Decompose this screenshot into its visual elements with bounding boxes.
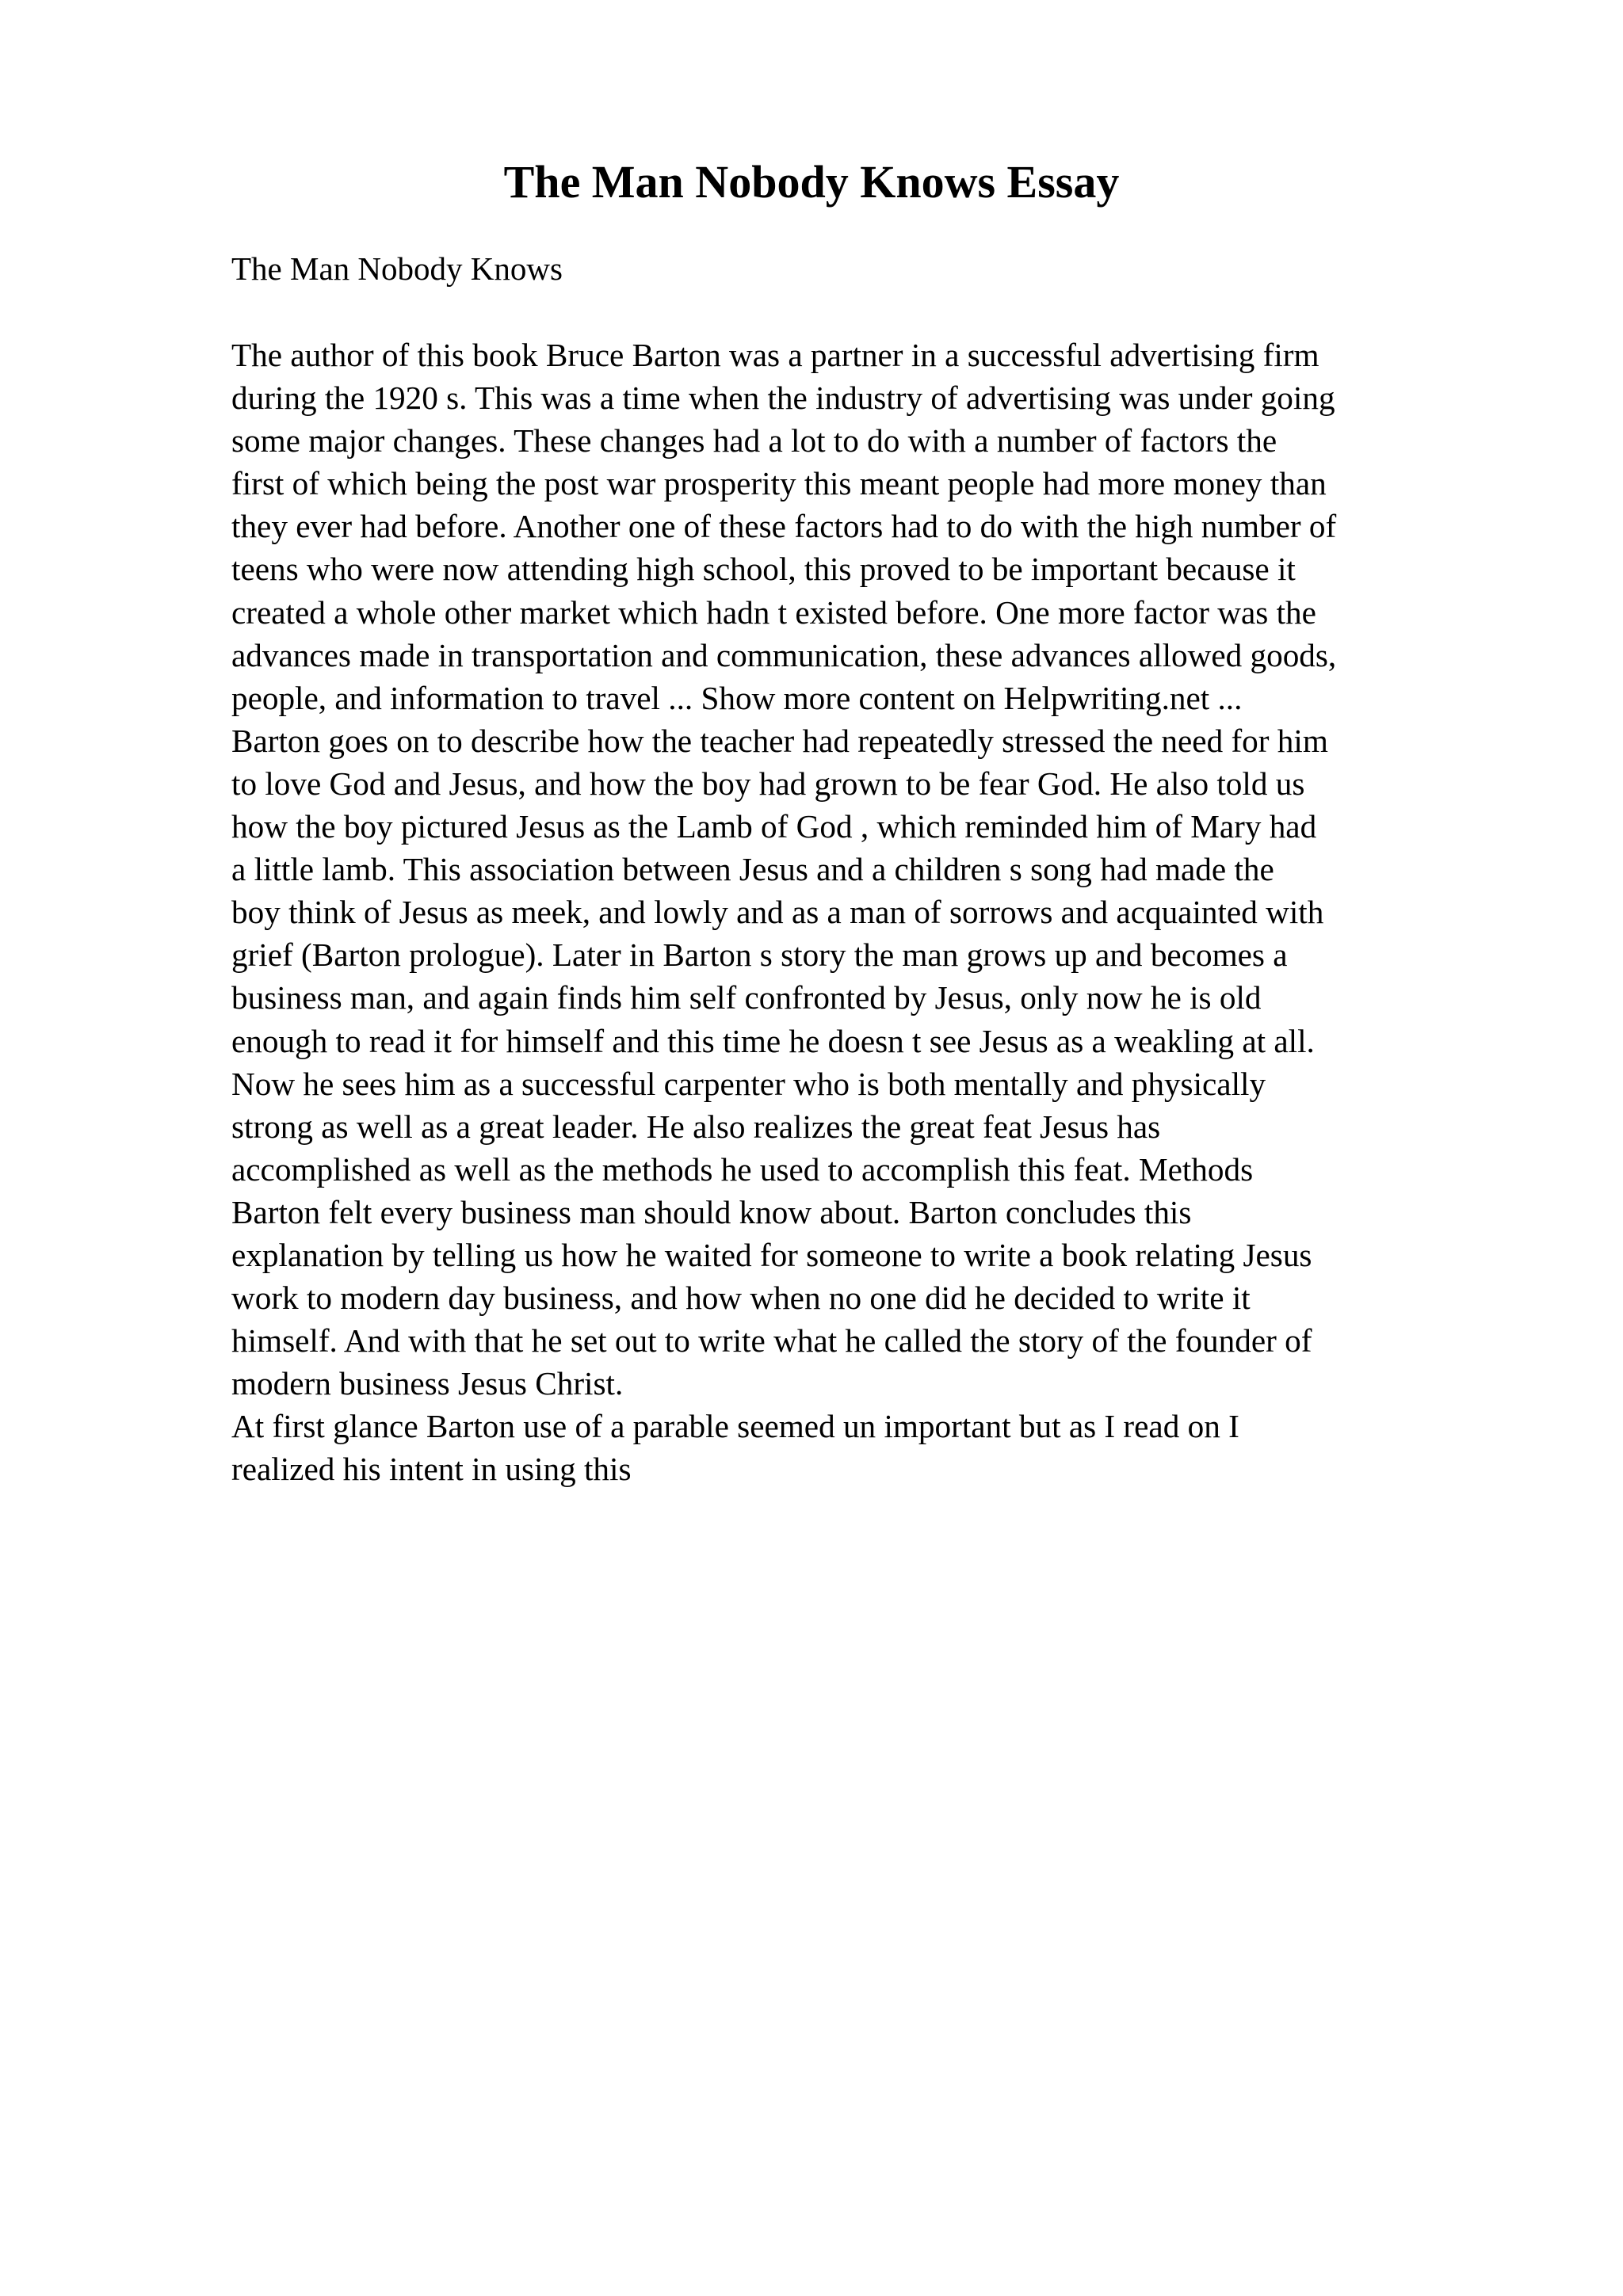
essay-line: during the 1920 s. This was a time when the industry of advertising was under going: [231, 379, 1335, 417]
essay-line: himself. And with that he set out to write what he called the story of the founder of: [231, 1322, 1312, 1360]
essay-line: a little lamb. This association between Jesus and a children s song had made the: [231, 851, 1274, 888]
essay-line: advances made in transportation and communication, these advances allowed goods,: [231, 636, 1337, 673]
essay-body: [231, 334, 1336, 1491]
essay-line: realized his intent in using this: [231, 1451, 632, 1488]
essay-line: some major changes. These changes had a lot to do with a number of factors the: [231, 422, 1277, 460]
essay-line: to love God and Jesus, and how the boy had grown to be fear God. He also told us: [231, 765, 1305, 802]
essay-line: teens who were now attending high school, this proved to be important because it: [231, 551, 1296, 588]
essay-line: work to modern day business, and how when no one did he decided to write it: [231, 1280, 1251, 1317]
essay-line: Barton felt every business man should know about. Barton concludes this: [231, 1193, 1192, 1230]
essay-line: boy think of Jesus as meek, and lowly and as a man of sorrows and acquainted with: [231, 894, 1324, 931]
essay-line: explanation by telling us how he waited for someone to write a book relating Jesus: [231, 1236, 1312, 1273]
essay-line: accomplished as well as the methods he used to accomplish this feat. Methods: [231, 1150, 1254, 1188]
essay-line: created a whole other market which hadn t existed before. One more factor was the: [231, 593, 1316, 631]
essay-line: they ever had before. Another one of these factors had to do with the high number of: [231, 508, 1337, 545]
essay-line: The author of this book Bruce Barton was a partner in a successful advertising firm: [231, 337, 1319, 373]
document-subtitle: The Man Nobody Knows: [231, 250, 563, 287]
essay-line: Barton goes on to describe how the teacher had repeatedly stressed the need for him: [231, 722, 1328, 759]
essay-line: first of which being the post war prosperity this meant people had more money than: [231, 465, 1327, 502]
essay-line: people, and information to travel ... Show more content on Helpwriting.net ...: [231, 679, 1243, 716]
document-title: The Man Nobody Knows Essay: [503, 156, 1120, 208]
essay-line: grief (Barton prologue). Later in Barton s story the man grows up and becomes a: [231, 936, 1288, 974]
essay-line: enough to read it for himself and this time he doesn t see Jesus as a weakling at all.: [231, 1022, 1315, 1059]
essay-line: strong as well as a great leader. He also realizes the great feat Jesus has: [231, 1108, 1161, 1145]
essay-line: how the boy pictured Jesus as the Lamb of God , which reminded him of Mary had: [231, 808, 1317, 845]
essay-line: At first glance Barton use of a parable seemed un important but as I read on I: [231, 1408, 1239, 1445]
essay-line: business man, and again finds him self confronted by Jesus, only now he is old: [231, 979, 1262, 1016]
essay-line: Now he sees him as a successful carpenter who is both mentally and physically: [231, 1065, 1266, 1102]
essay-line: modern business Jesus Christ.: [231, 1365, 624, 1402]
